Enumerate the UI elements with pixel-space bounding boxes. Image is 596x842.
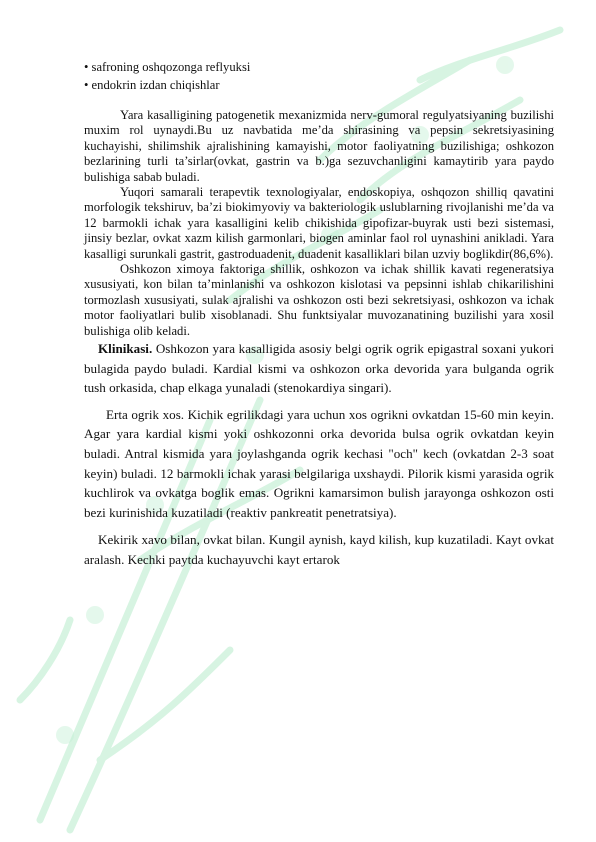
document-page [84,58,554,570]
section-heading-clinical: Klinikasi. [98,341,153,357]
paragraph-clinical [84,339,554,398]
bullet-item: • safroning oshqozonga reflyuksi [84,60,251,74]
paragraph-pathogenesis: Yara kasalligining patogenetik mexanizmida nerv-gumoral regulyatsiyaning buzilishi muxim rol uynaydi.Bu uz navbatida me’da shirasining va pepsin sekretsiyasining kuchayishi, shilimshik ajralishining kamayishi, motor faoliyatning buzilishiga; oshkozon bezlarining turli ta’sirlar(ovkat, gastrin va b.)ga sezuvchanligini kamaytirib yara paydo bulishiga sabab buladi. [84,108,554,184]
paragraph-pain-timing: Erta ogrik xos. Kichik egrilikdagi yara uchun xos ogrikni ovkatdan 15-60 min keyin. Agar yara kardial kismi yoki oshkozonni orka devorida bulsa ogrik ovkatdan keyin buladi. Antral kismida yara joylashganda ogrik kechasi "och" kech (ovkatdan 2-3 soat keyin) buladi. 12 barmokli ichak yarasi belgilariga uxshaydi. Pilorik kismi yarasida ogrik kuchlirok va ovkatga boglik emas. Ogrikni kamarsimon bulish jarayonga oshkozon osti bezi kurinishida kuzatiladi (reaktiv pankreatit penetratsiya). [84,406,554,520]
bullet-list [84,58,554,94]
paragraph-protective-factors: Oshkozon ximoya faktoriga shillik, oshkozon va ichak shillik kavati regeneratsiya xususiyati, kon bilan ta’minlanishi va oshkozon kislotasi va pepsinni ishlab chikarilishini tormozlash xususiyati, sulak ajralishi va oshkozon osti bezi sekretsiyasi, oshkozon va ichak motor faoliyatlari bulib xisoblanadi. Shu funktsiyalar muvozanatining buzilishi yara xosil bulishiga olib keladi. [84,262,554,338]
bullet-item: • endokrin izdan chiqishlar [84,78,220,92]
paragraph-clinical-text: Oshkozon yara kasalligida asosiy belgi ogrik ogrik epigastral soxani yukori bulagida paydo buladi. Kardial kismi va oshkozon orka devorida yara bulganda ogrik tush orkasida, chap elkaga yunaladi (stenokardiya singari). [84,341,554,396]
paragraph-symptoms: Kekirik xavo bilan, ovkat bilan. Kungil aynish, kayd kilish, kup kuzatiladi. Kayt ovkat aralash. Kechki paytda kuchayuvchi kayt ertarok [84,532,554,568]
paragraph-technologies: Yuqori samarali terapevtik texnologiyalar, endoskopiya, oshqozon shilliq qavatini morfologik tekshiruv, ba’zi biokimyoviy va bakteriologik uslublarning rivojlanishi me’da va 12 barmokli ichak yara kasalligini kelib chikishida gipofizar-buyrak usti bezi sistemasi, jinsiy bezlar, ovkat xazm kilish garmonlari, biogen aminlar faol rol uynashini anikladi. Yara kasalligi surunkali gastrit, gastroduadenit, duadenit kasalliklari bilan uzviy boglikdir(86,6%). [84,185,554,261]
